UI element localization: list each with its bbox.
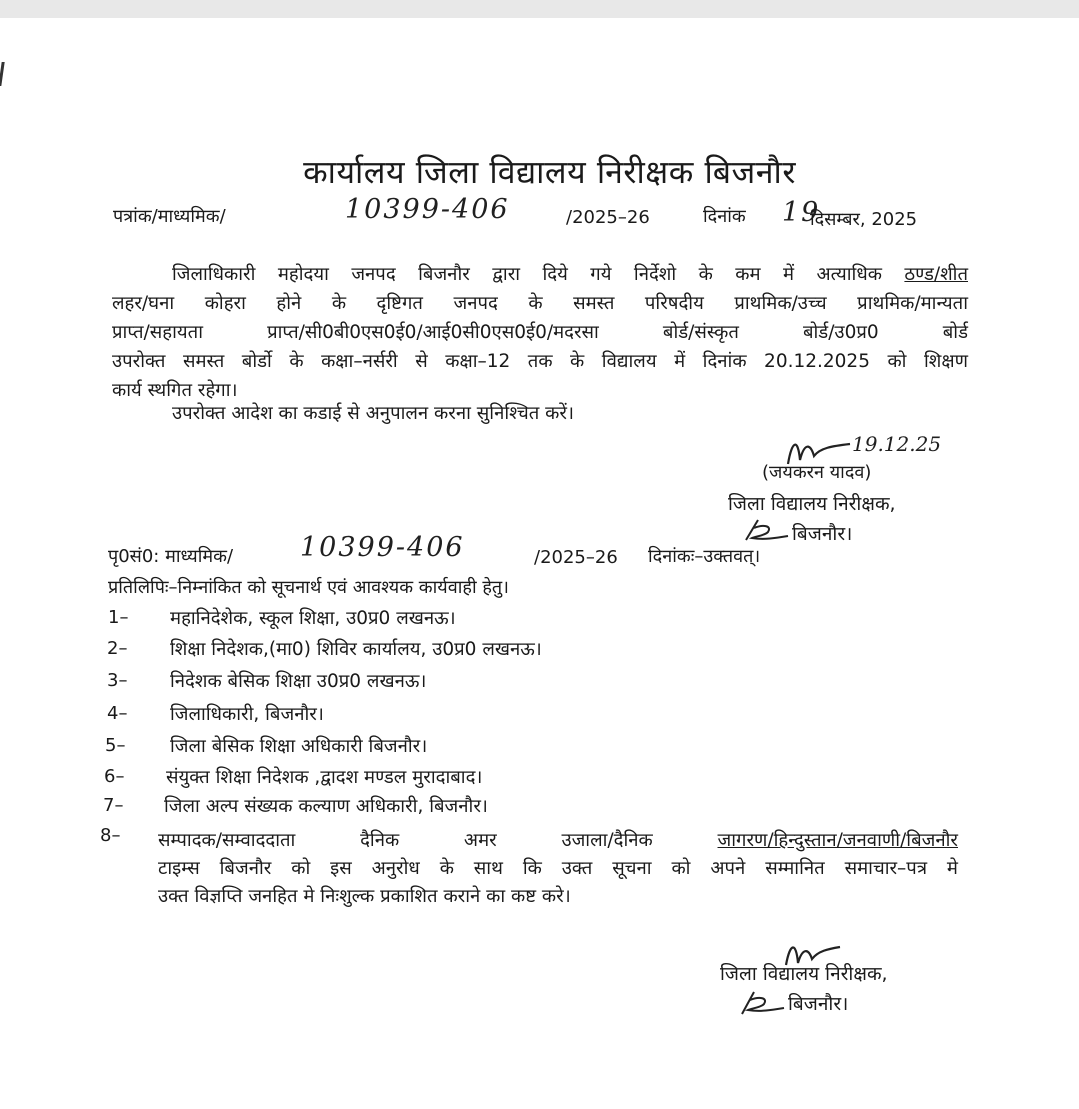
list-num-7: 7– [103, 795, 124, 816]
item8-line-2: टाइम्स बिजनौर को इस अनुरोध के साथ कि उक्त सूचना को अपने सम्मानित समाचार–पत्र मे [158, 858, 958, 879]
list-num-4: 4– [107, 703, 128, 724]
compliance-line: उपरोक्त आदेश का कडाई से अनुपालन करना सुनिश्चित करें। [172, 403, 574, 424]
list-num-3: 3– [107, 670, 128, 691]
copy-date: दिनांकः–उक्तवत्। [648, 546, 761, 567]
list-item-7: जिला अल्प संख्यक कल्याण अधिकारी, बिजनौर। [164, 796, 488, 817]
paragraph-line-3: प्राप्त/सहायता प्राप्त/सी0बी0एस0ई0/आई0सी0एस0ई0/मदरसा बोर्ड/संस्कृत बोर्ड/उ0प्र0 बोर्ड [112, 322, 968, 343]
paragraph-line-2: लहर/घना कोहरा होने के दृष्टिगत जनपद के समस्त परिषदीय प्राथमिक/उच्च प्राथमिक/मान्यता [112, 293, 968, 314]
paragraph-line-5: कार्य स्थगित रहेगा। [112, 380, 238, 401]
copy-ref-number-handwritten: 10399-406 [300, 532, 465, 563]
list-item-8 [158, 827, 958, 911]
list-num-5: 5– [105, 735, 126, 756]
underlined-cold-wave: ठण्ड/शीत [904, 264, 968, 285]
list-num-8: 8– [100, 825, 121, 846]
top-bar [0, 0, 1079, 18]
office-title: कार्यालय जिला विद्यालय निरीक्षक बिजनौर [303, 153, 796, 191]
copy-ref-label: पृ0सं0: माध्यमिक/ [108, 546, 234, 567]
officer-place-1: बिजनौर। [792, 523, 853, 545]
initial-scribble-1 [742, 516, 792, 544]
ref-label: पत्रांक/माध्यमिक/ [113, 206, 226, 227]
officer-designation-2: जिला विद्यालय निरीक्षक, [720, 963, 888, 985]
date-rest: दिसम्बर, 2025 [810, 209, 918, 230]
copy-intro: प्रतिलिपिः–निम्नांकित को सूचनार्थ एवं आवश्यक कार्यवाही हेतु। [108, 577, 509, 598]
copy-ref-year: /2025–26 [534, 547, 618, 568]
item8-line-3: उक्त विज्ञप्ति जनहित मे निःशुल्क प्रकाशित कराने का कष्ट करे। [158, 886, 571, 907]
signature-date-handwritten: 19.12.25 [852, 432, 942, 456]
list-num-1: 1– [108, 607, 129, 628]
list-item-6: संयुक्त शिक्षा निदेशक ,द्वादश मण्डल मुरादाबाद। [166, 767, 483, 788]
list-item-4: जिलाधिकारी, बिजनौर। [170, 704, 324, 725]
paragraph-line-4: उपरोक्त समस्त बोर्डो के कक्षा–नर्सरी से कक्षा–12 तक के विद्यालय में दिनांक 20.12.2025 को शिक्षण [112, 351, 968, 372]
officer-designation-1: जिला विद्यालय निरीक्षक, [728, 493, 896, 515]
list-item-3: निदेशक बेसिक शिक्षा उ0प्र0 लखनऊ। [170, 671, 427, 692]
initial-scribble-2 [738, 988, 788, 1018]
officer-name: (जयकरन यादव) [762, 462, 872, 483]
list-item-5: जिला बेसिक शिक्षा अधिकारी बिजनौर। [170, 736, 428, 757]
scan-edge-mark [0, 62, 5, 86]
list-item-2: शिक्षा निदेशक,(मा0) शिविर कार्यालय, उ0प्र0 लखनऊ। [170, 639, 542, 660]
item8-underlined-newspapers: जागरण/हिन्दुस्तान/जनवाणी/बिजनौर [717, 830, 958, 851]
ref-number-handwritten: 10399-406 [345, 194, 510, 225]
list-num-2: 2– [107, 638, 128, 659]
paragraph-line-1 [112, 260, 968, 289]
list-num-6: 6– [104, 766, 125, 787]
officer-place-2: बिजनौर। [788, 993, 849, 1015]
item8-line-1 [158, 827, 958, 855]
date-day-handwritten: 19 [782, 197, 821, 228]
date-label: दिनांक [703, 206, 746, 227]
paragraph-line-1-text: जिलाधिकारी महोदया जनपद बिजनौर द्वारा दिये गये निर्देशो के कम में अत्याधिक [172, 264, 882, 285]
main-paragraph [112, 260, 968, 405]
list-item-1: महानिदेशेक, स्कूल शिक्षा, उ0प्र0 लखनऊ। [170, 608, 456, 629]
ref-year: /2025–26 [566, 207, 650, 228]
item8-line-1-text: सम्पादक/सम्वाददाता दैनिक अमर उजाला/दैनिक [158, 830, 653, 851]
